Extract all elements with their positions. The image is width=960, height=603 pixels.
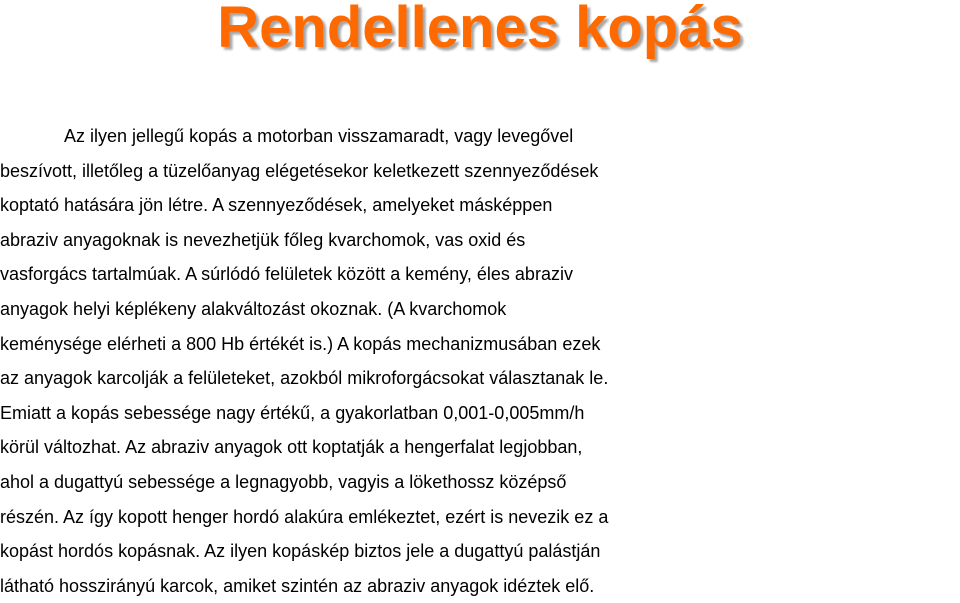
text-line: keménysége elérheti a 800 Hb értékét is.) A kopás mechanizmusában ezek	[0, 333, 601, 354]
text-line: kopást hordós kopásnak. Az ilyen kopáskép biztos jele a dugattyú palástján	[0, 541, 601, 562]
text-line: látható hosszirányú karcok, amiket szintén az abraziv anyagok idéztek elő.	[0, 575, 595, 596]
text-line: részén. Az így kopott henger hordó alakúra emlékeztet, ezért is nevezik ez a	[0, 506, 609, 527]
text-line: beszívott, illetőleg a tüzelőanyag elégetésekor keletkezett szennyeződések	[0, 160, 599, 181]
text-line: anyagok helyi képlékeny alakváltozást okoznak. (A kvarchomok	[0, 298, 507, 319]
body-paragraph	[0, 119, 960, 603]
text-line: az anyagok karcolják a felületeket, azokból mikroforgácsokat választanak le.	[0, 368, 609, 389]
text-line: körül változhat. Az abraziv anyagok ott koptatják a hengerfalat legjobban,	[0, 437, 583, 458]
text-line: ahol a dugattyú sebessége a legnagyobb, vagyis a lökethossz középső	[0, 471, 567, 492]
slide-title: Rendellenes kopás	[217, 0, 743, 60]
text-line: Emiatt a kopás sebessége nagy értékű, a gyakorlatban 0,001-0,005mm/h	[0, 402, 585, 423]
text-line: abraziv anyagoknak is nevezhetjük főleg kvarchomok, vas oxid és	[0, 229, 526, 250]
text-line: koptató hatására jön létre. A szennyeződések, amelyeket másképpen	[0, 195, 553, 216]
text-line: vasforgács tartalmúak. A súrlódó felületek között a kemény, éles abraziv	[0, 264, 573, 285]
text-line: Az ilyen jellegű kopás a motorban visszamaradt, vagy levegővel	[64, 126, 574, 146]
